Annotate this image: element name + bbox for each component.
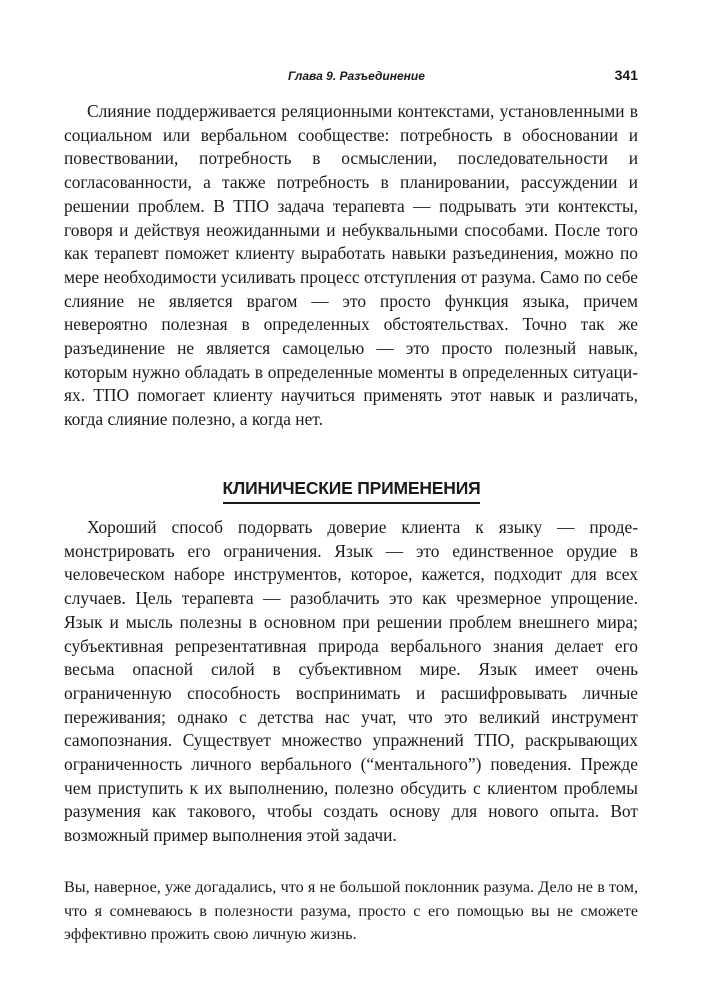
section-heading	[0, 478, 703, 504]
running-title: Глава 9. Разъединение	[288, 69, 425, 83]
running-header	[64, 66, 638, 86]
body-paragraph: Хороший способ подорвать доверие клиента к языку — продемонстрировать его ограничения. Язык — это единственное орудие в человеческом наборе инструментов, которое, кажется, подходит для всех случаев. Цель терапевта — разоблачить это как чрезмерное упрощение. Язык и мысль полезны в основном при решении проблем внешнего мира; субъективная репрезентативная природа вербального знания делает его весьма опасной силой в субъективном мире. Язык имеет очень ограниченную способность воспринимать и расшифровывать личные переживания; однако с детства нас учат, что это великий инструмент самопознания. Существует множество упражнений ТПО, раскрывающих ограниченность личного вербального (“ментального”) поведения. Прежде чем приступить к их выполнению, полезно обсудить с клиентом проблемы разумения как такового, чтобы создать основу для нового опыта. Вот возможный пример выполнения этой задачи.	[64, 517, 638, 846]
section-heading-text: КЛИНИЧЕСКИЕ ПРИМЕНЕНИЯ	[223, 478, 481, 504]
quote-paragraph: Вы, наверное, уже догадались, что я не большой поклонник разума. Дело не в том, что я сомневаюсь в полезности разума, просто с его помощью вы не сможете эффективно прожить свою личную жизнь.	[64, 878, 638, 943]
body-paragraph: Слияние поддерживается реляционными контекстами, установленными в социальном или вербальном сообществе: потребность в обосновании и повествовании, потребность в осмыслении, последовательности и согласованности, а также потребность в планировании, рассуждении и решении проблем. В ТПО задача терапевта — подрывать эти контексты, говоря и действуя неожиданными и небуквальными способами. После того как терапевт поможет клиенту выработать навыки разъединения, можно по мере необходимости усиливать процесс отступления от разума. Само по себе слияние не является врагом — это просто функция языка, причем невероятно полезная в определенных обстоятельствах. Точно так же разъединение не является самоцелью — это просто полезный навык, которым нужно обладать в определенные моменты в определенных ситуациях. ТПО помогает клиенту научиться применять этот навык и различать, когда слияние полезно, а когда нет.	[64, 101, 638, 430]
page-number: 341	[614, 67, 638, 83]
